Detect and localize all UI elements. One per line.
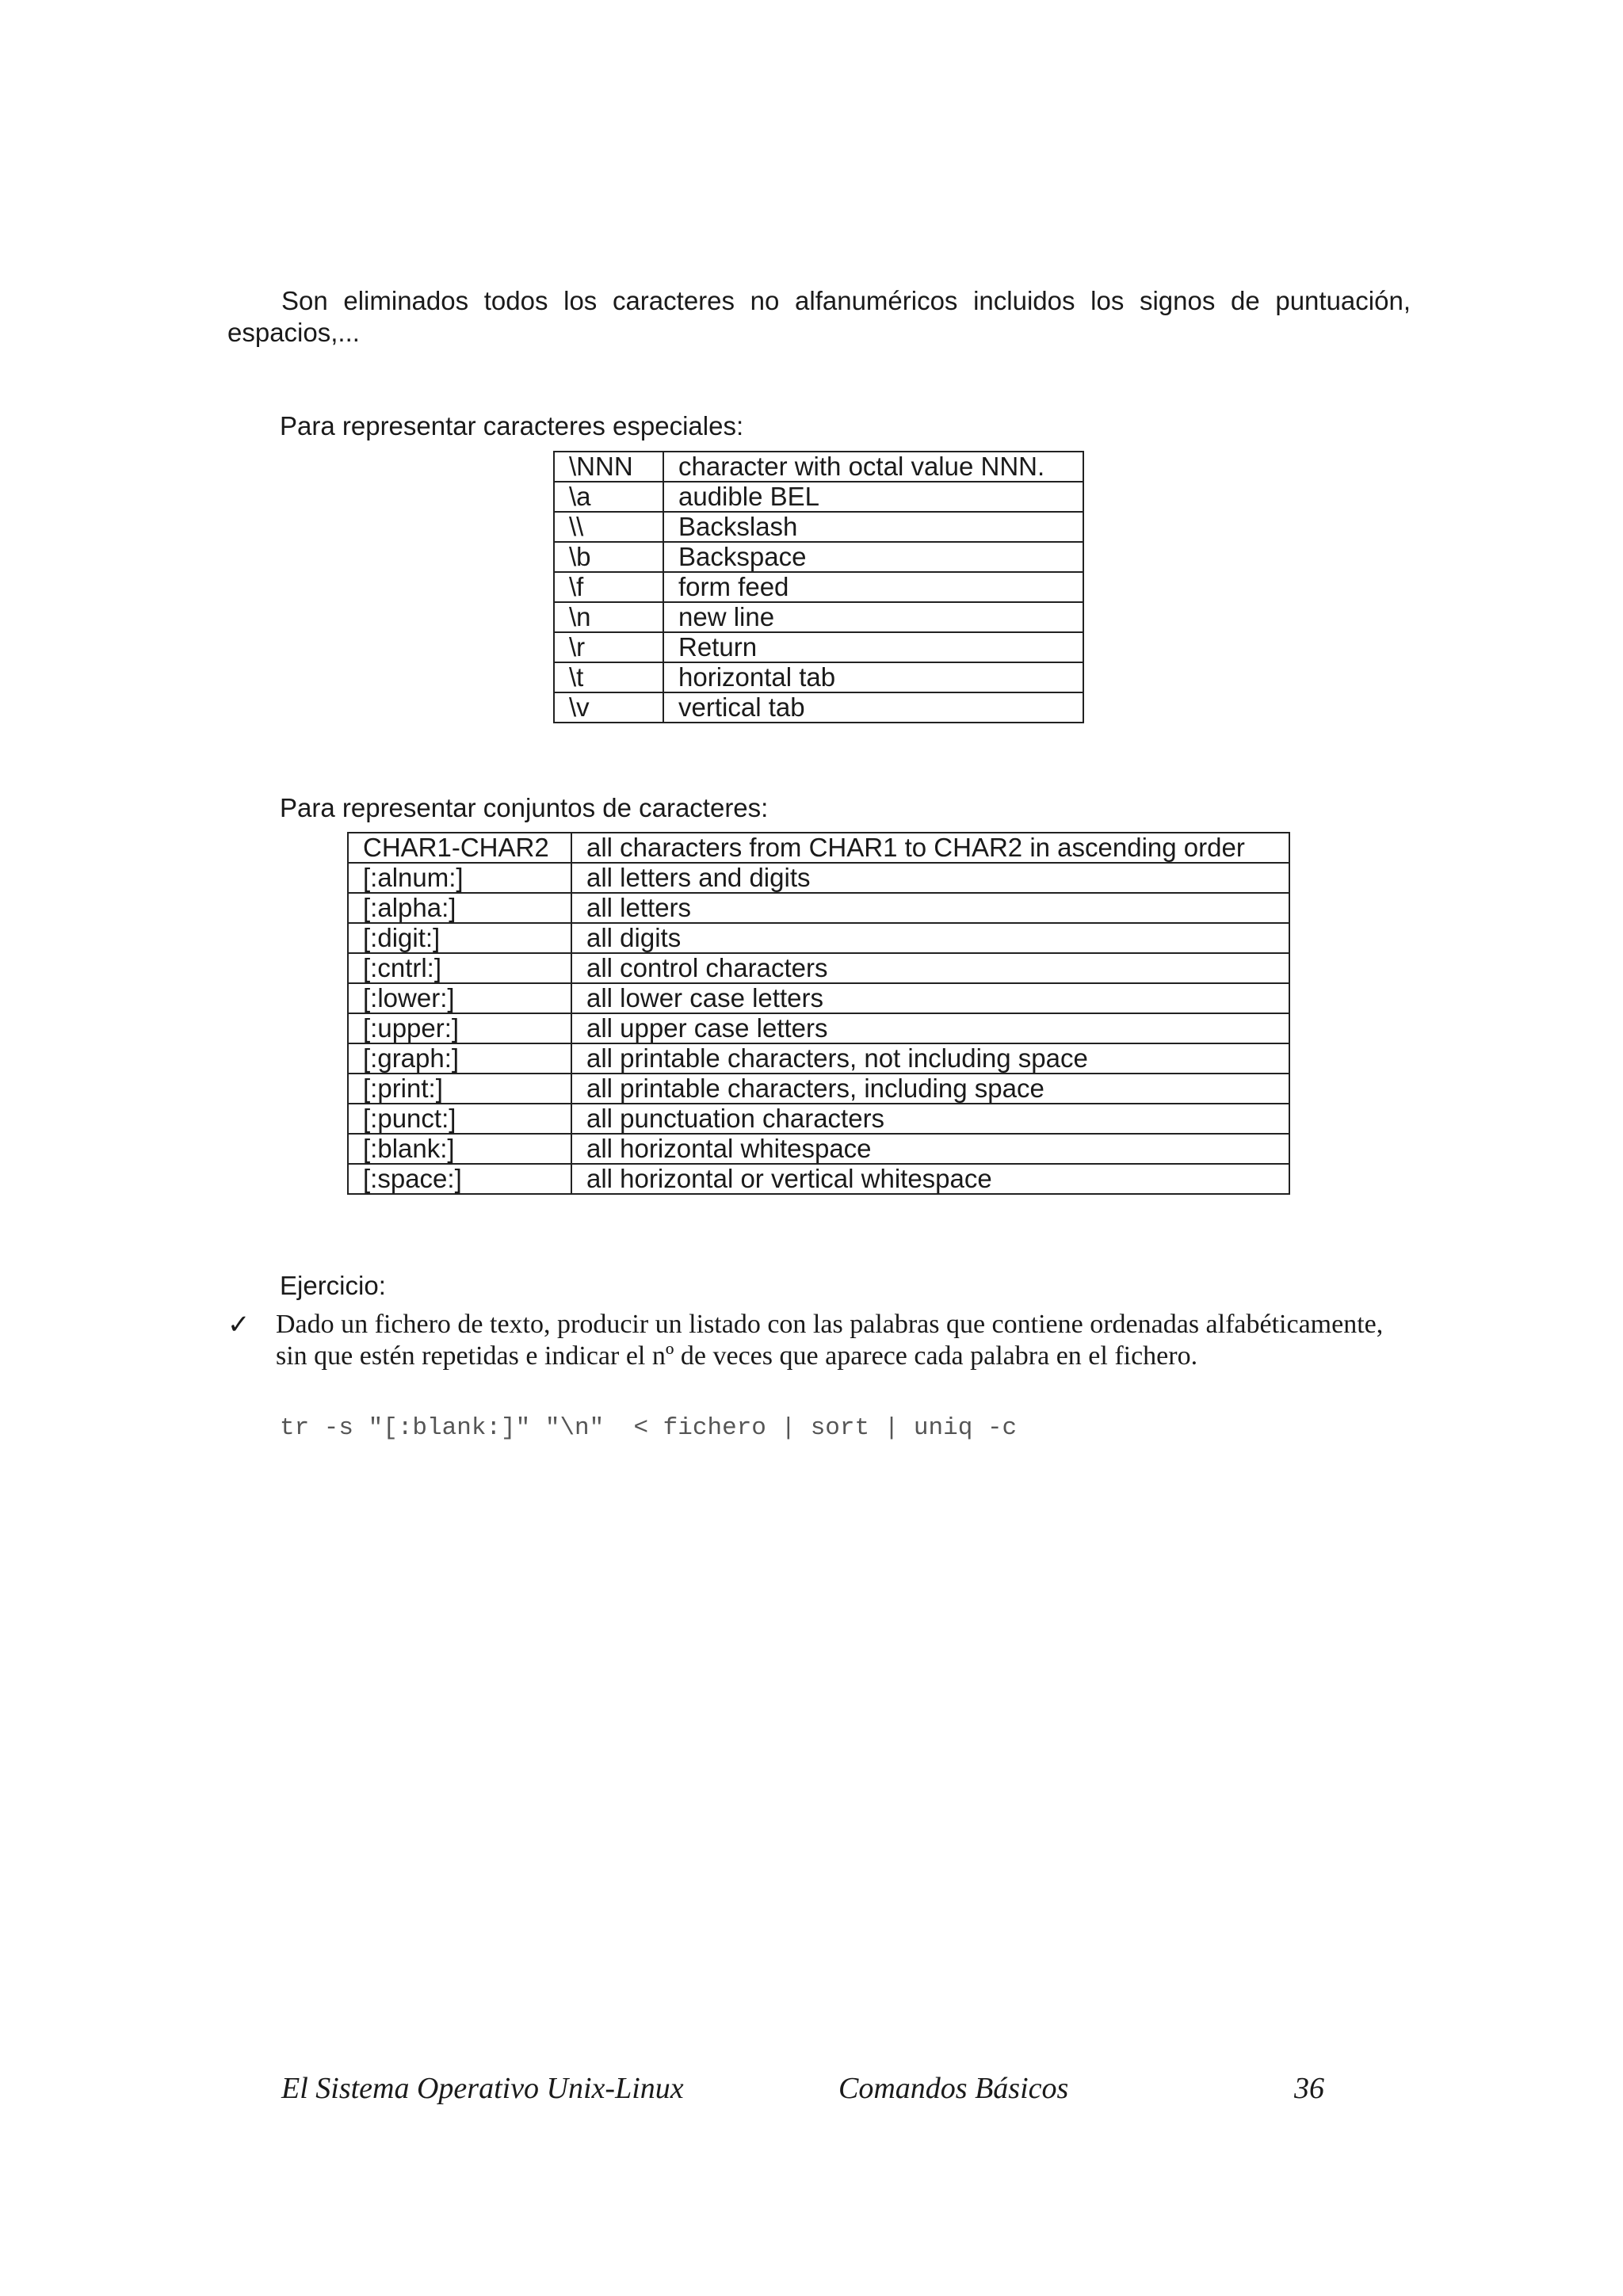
table-row xyxy=(348,1074,1289,1104)
description-cell: all printable characters, including space xyxy=(571,1074,1289,1104)
code-cell: [:upper:] xyxy=(348,1013,571,1043)
table-row xyxy=(348,1013,1289,1043)
checkmark-icon: ✓ xyxy=(227,1310,250,1340)
intro-paragraph: Son eliminados todos los caracteres no alfanuméricos incluidos los signos de puntuación, espacios,... xyxy=(227,286,1411,347)
code-cell: \r xyxy=(554,632,663,662)
description-cell: all punctuation characters xyxy=(571,1104,1289,1134)
code-cell: \t xyxy=(554,662,663,692)
table-row xyxy=(554,662,1083,692)
exercise-text: Dado un fichero de texto, producir un listado con las palabras que contiene ordenadas alfabéticamente, sin que estén repetidas e indicar el nº de veces que aparece cada palabra en el fichero. xyxy=(276,1310,1384,1371)
description-cell: all horizontal or vertical whitespace xyxy=(571,1164,1289,1194)
table-row xyxy=(554,482,1083,512)
description-cell: all horizontal whitespace xyxy=(571,1134,1289,1164)
table-row xyxy=(348,1043,1289,1074)
char-sets-table xyxy=(347,832,1290,1195)
code-cell: [:punct:] xyxy=(348,1104,571,1134)
table-row xyxy=(554,512,1083,542)
exercise-heading: Ejercicio: xyxy=(280,1271,386,1300)
table-row xyxy=(348,1104,1289,1134)
code-cell: [:space:] xyxy=(348,1164,571,1194)
table-row xyxy=(348,1164,1289,1194)
description-cell: Backslash xyxy=(663,512,1083,542)
table-row xyxy=(348,833,1289,863)
code-cell: \a xyxy=(554,482,663,512)
code-cell: [:cntrl:] xyxy=(348,953,571,983)
code-cell: CHAR1-CHAR2 xyxy=(348,833,571,863)
table-row xyxy=(348,863,1289,893)
code-cell: [:blank:] xyxy=(348,1134,571,1164)
table-row xyxy=(554,632,1083,662)
table-row xyxy=(348,923,1289,953)
code-cell: [:alpha:] xyxy=(348,893,571,923)
description-cell: all digits xyxy=(571,923,1289,953)
table-row xyxy=(554,572,1083,602)
description-cell: Backspace xyxy=(663,542,1083,572)
table-row xyxy=(554,452,1083,482)
description-cell: new line xyxy=(663,602,1083,632)
code-cell: \n xyxy=(554,602,663,632)
description-cell: form feed xyxy=(663,572,1083,602)
special-chars-table xyxy=(553,451,1084,723)
table-row xyxy=(554,692,1083,723)
description-cell: vertical tab xyxy=(663,692,1083,723)
code-cell: \\ xyxy=(554,512,663,542)
code-cell: [:digit:] xyxy=(348,923,571,953)
footer-chapter-title: Comandos Básicos xyxy=(838,2072,1069,2105)
table-row xyxy=(348,983,1289,1013)
special-chars-heading: Para representar caracteres especiales: xyxy=(280,411,744,441)
description-cell: all lower case letters xyxy=(571,983,1289,1013)
code-cell: [:lower:] xyxy=(348,983,571,1013)
description-cell: all upper case letters xyxy=(571,1013,1289,1043)
table-row xyxy=(348,953,1289,983)
table-row xyxy=(348,893,1289,923)
code-cell: \b xyxy=(554,542,663,572)
description-cell: all control characters xyxy=(571,953,1289,983)
char-sets-heading: Para representar conjuntos de caracteres: xyxy=(280,793,769,822)
code-cell: [:graph:] xyxy=(348,1043,571,1074)
code-cell: \NNN xyxy=(554,452,663,482)
description-cell: character with octal value NNN. xyxy=(663,452,1083,482)
command-line: tr -s "[:blank:]" "\n" < fichero | sort | uniq -c xyxy=(280,1414,1018,1442)
footer-page-number: 36 xyxy=(1294,2072,1324,2105)
table-row xyxy=(554,602,1083,632)
description-cell: all letters and digits xyxy=(571,863,1289,893)
description-cell: Return xyxy=(663,632,1083,662)
description-cell: all printable characters, not including space xyxy=(571,1043,1289,1074)
description-cell: horizontal tab xyxy=(663,662,1083,692)
table-row xyxy=(554,542,1083,572)
footer-book-title: El Sistema Operativo Unix-Linux xyxy=(281,2072,684,2105)
code-cell: [:print:] xyxy=(348,1074,571,1104)
description-cell: all letters xyxy=(571,893,1289,923)
table-row xyxy=(348,1134,1289,1164)
code-cell: \f xyxy=(554,572,663,602)
description-cell: audible BEL xyxy=(663,482,1083,512)
code-cell: [:alnum:] xyxy=(348,863,571,893)
code-cell: \v xyxy=(554,692,663,723)
description-cell: all characters from CHAR1 to CHAR2 in ascending order xyxy=(571,833,1289,863)
